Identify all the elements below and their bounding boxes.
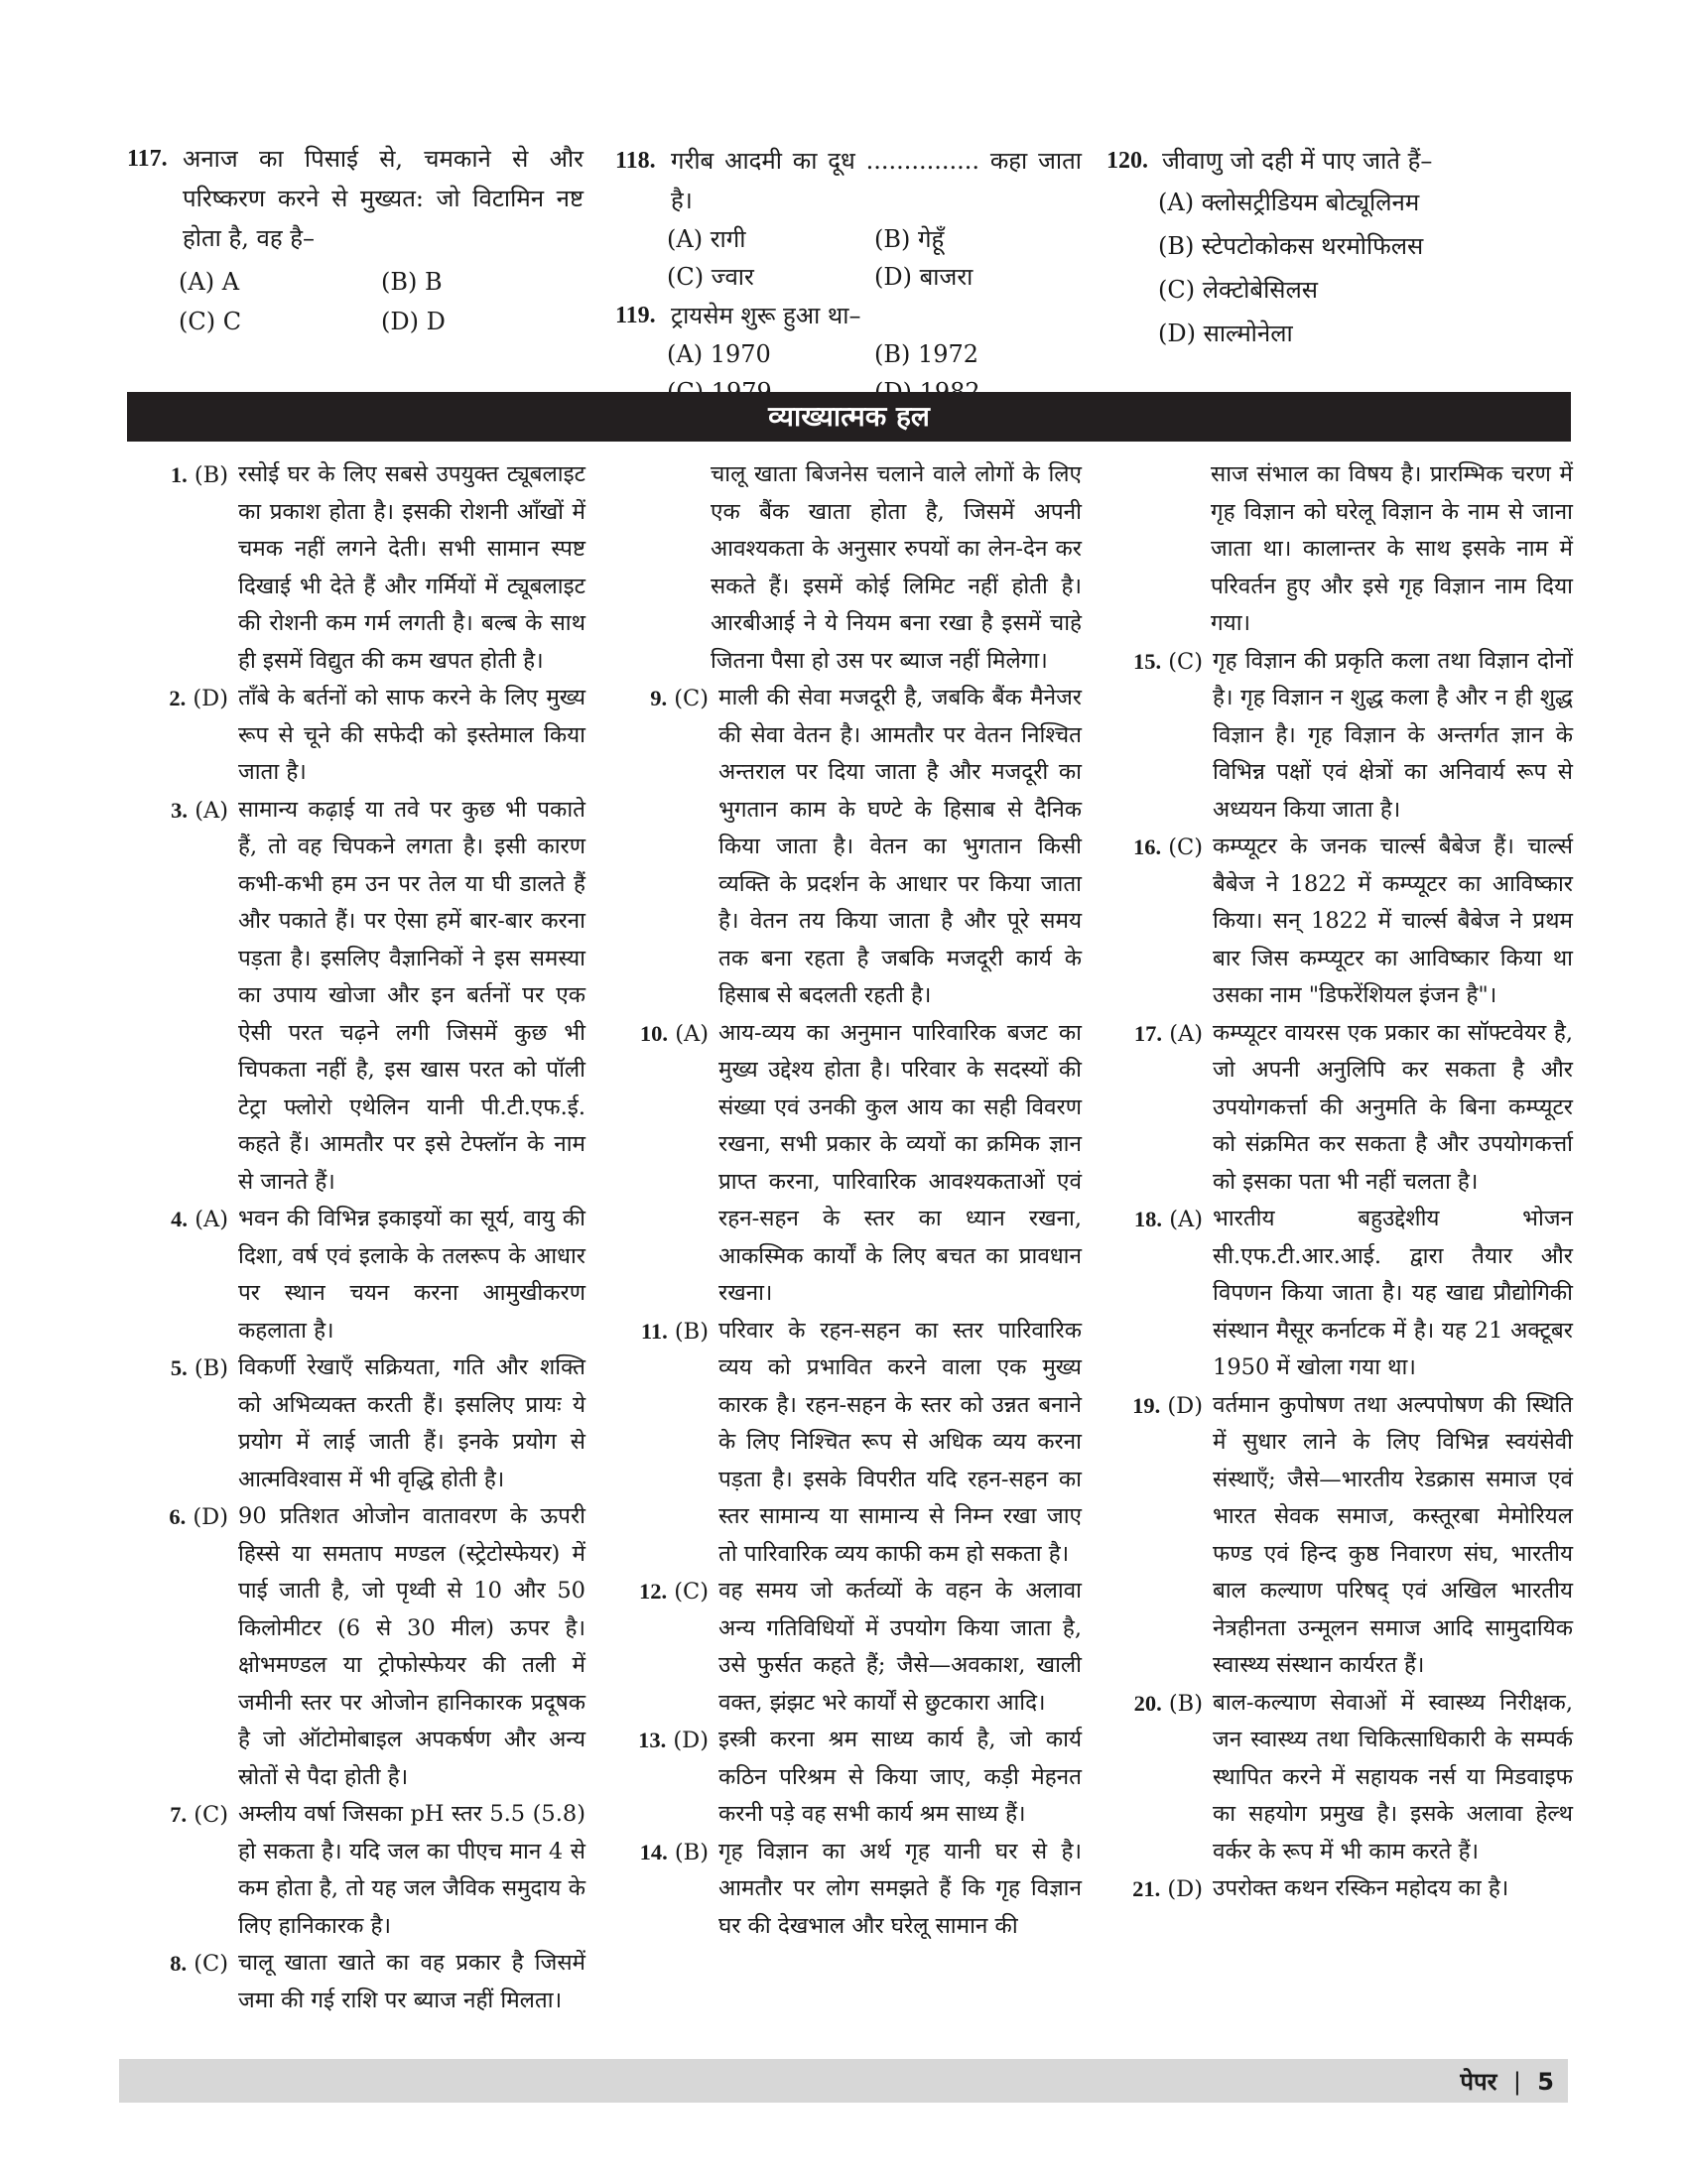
answer-number: 18. — [1133, 1207, 1163, 1231]
answer-number: 19. — [1132, 1392, 1161, 1418]
answer-option: (C) — [1168, 835, 1203, 860]
answers-column-3 — [1102, 456, 1573, 1909]
answer-item — [127, 1498, 585, 1796]
answer-text: कम्प्यूटर के जनक चार्ल्स बैबेज हैं। चार्ल्स बैबेज ने 1822 में कम्प्यूटर का आविष्कार किया। सन् 1822 में चार्ल्स बैबेज ने प्रथम बार जिस कम्प्यूटर का आविष्कार किया था उसका नाम "डिफरेंशियल इंजन है"। — [1213, 834, 1573, 1008]
answer-option: (B) — [674, 1839, 709, 1865]
answer-text: अम्लीय वर्षा जिसका pH स्तर 5.5 (5.8) हो सकता है। यदि जल का पीएच मान 4 से कम होता है, तो यह जल जैविक समुदाय के लिए हानिकारक है। — [238, 1801, 585, 1939]
option: (A) A — [179, 268, 240, 296]
answer-continuation: चालू खाता बिजनेस चलाने वाले लोगों के लिए एक बैंक खाता होता है, जिसमें अपनी आवश्यकता के अनुसार रुपयों का लेन-देन कर सकते हैं। इसमें कोई लिमिट नहीं होती है। आरबीआई ने ये नियम बना रखा है इसमें चाहे जितना पैसा हो उस पर ब्याज नहीं मिलेगा। — [711, 461, 1082, 674]
answers-column-2 — [607, 456, 1082, 1945]
option: (B) स्टेपटोकोकस थरमोफिलस — [1158, 232, 1424, 260]
answer-item — [127, 792, 585, 1202]
option: (C) लेक्टोबेसिलस — [1158, 276, 1319, 304]
answer-text: गृह विज्ञान की प्रकृति कला तथा विज्ञान दोनों है। गृह विज्ञान न शुद्ध कला है और न ही शुद्ध विज्ञान है। गृह विज्ञान के अन्तर्गत ज्ञान के विभिन्न पक्षों एवं क्षेत्रों का अनिवार्य रूप से अध्ययन किया जाता है। — [1213, 647, 1573, 823]
answer-text: ताँबे के बर्तनों को साफ करने के लिए मुख्य रूप से चूने की सफेदी को इस्तेमाल किया जाता है। — [238, 685, 585, 785]
answer-option: (A) — [195, 797, 228, 824]
question-text: ट्रायसेम शुरू हुआ था– — [671, 302, 861, 329]
option: (A) रागी — [667, 225, 746, 253]
answer-option: (D) — [193, 686, 228, 711]
answer-text: वह समय जो कर्तव्यों के वहन के अलावा अन्य गतिविधियों में उपयोग किया जाता है, उसे फुर्सत कहते हैं; जैसे—अवकाश, खाली वक्त, झंझट भरे कार्यों से छुटकारा आदि। — [718, 1578, 1082, 1716]
answer-number: 17. — [1133, 1020, 1163, 1046]
answer-item — [607, 1015, 1082, 1313]
answer-number: 13. — [638, 1728, 667, 1752]
answer-text: इस्त्री करना श्रम साध्य कार्य है, जो कार्य कठिन परिश्रम से किया जाए, कड़ी मेहनत करनी पड़े वह सभी कार्य श्रम साध्य हैं। — [718, 1727, 1082, 1827]
answer-item — [607, 1313, 1082, 1574]
answer-item — [127, 680, 585, 792]
answer-continuation: साज संभाल का विषय है। प्रारम्भिक चरण में गृह विज्ञान को घरेलू विज्ञान के नाम से जाना जाता था। कालान्तर के साथ इसके नाम में परिवर्तन हुए और इसे गृह विज्ञान नाम दिया गया। — [1211, 461, 1573, 636]
answer-item — [1102, 829, 1573, 1015]
answer-item — [127, 1349, 585, 1498]
answer-text: गृह विज्ञान का अर्थ गृह यानी घर से है। आमतौर पर लोग समझते हैं कि गृह विज्ञान घर की देखभाल और घरेलू सामान की — [718, 1838, 1082, 1939]
answer-item — [607, 1573, 1082, 1722]
option: (A) क्लोसट्रीडियम बोट्यूलिनम — [1158, 189, 1420, 216]
answer-number: 10. — [639, 1020, 669, 1046]
answer-item — [1102, 643, 1573, 830]
answer-text: वर्तमान कुपोषण तथा अल्पपोषण की स्थिति में सुधार लाने के लिए विभिन्न स्वयंसेवी संस्थाएँ; जैसे—भारतीय रेडक्रास समाज एवं भारत सेवक समाज, कस्तूरबा मेमोरियल फण्ड एवं हिन्द कुष्ठ निवारण संघ, भारतीय बाल कल्याण परिषद् एवं अखिल भारतीय नेत्रहीनता उन्मूलन समाज आदि सामुदायिक स्वास्थ्य संस्थान कार्यरत हैं। — [1213, 1391, 1573, 1678]
option: (C) ज्वार — [667, 263, 754, 291]
answer-number: 6. — [169, 1504, 187, 1529]
answer-number: 20. — [1133, 1690, 1162, 1716]
answer-item — [127, 1945, 585, 2019]
answer-item — [1102, 1201, 1573, 1387]
question-119 — [615, 296, 1082, 335]
question-117 — [127, 139, 584, 341]
answer-option: (D) — [193, 1504, 228, 1530]
option: (B) गेहूँ — [874, 225, 945, 253]
answer-number: 15. — [1132, 648, 1162, 674]
answer-number: 12. — [638, 1579, 668, 1604]
answer-option: (A) — [1169, 1020, 1203, 1047]
answer-number: 5. — [170, 1355, 188, 1380]
answer-number: 9. — [650, 686, 668, 710]
answer-text: कम्प्यूटर वायरस एक प्रकार का सॉफ्टवेयर है, जो अपनी अनुलिपि कर सकता है और उपयोगकर्त्ता की अनुमति के बिना कम्प्यूटर को संक्रमित कर सकता है और उपयोगकर्त्ता को इसका पता भी नहीं चलता है। — [1213, 1019, 1573, 1195]
answer-option: (A) — [195, 1207, 228, 1232]
question-120 — [1106, 141, 1573, 355]
option: (D) साल्मोनेला — [1158, 320, 1293, 347]
answer-text: माली की सेवा मजदूरी है, जबकि बैंक मैनेजर की सेवा वेतन है। आमतौर पर वेतन निश्चित अन्तराल पर दिया जाता है और मजदूरी का भुगतान काम के घण्टे के हिसाब से दैनिक किया जाता है। वेतन का भुगतान किसी व्यक्ति के प्रदर्शन के आधार पर किया जाता है। वेतन तय किया जाता है और पूरे समय तक बना रहता है जबकि मजदूरी कार्य के हिसाब से बदलती रहती है। — [718, 685, 1082, 1008]
answer-item — [607, 1722, 1082, 1834]
question-number: 118. — [615, 148, 656, 174]
answer-item — [1102, 1685, 1573, 1871]
question-118 — [615, 141, 1082, 411]
option: (C) C — [179, 308, 242, 335]
answer-option: (B) — [674, 1318, 709, 1345]
answer-number: 21. — [1132, 1876, 1161, 1901]
answer-text: भारतीय बहुउद्देशीय भोजन सी.एफ.टी.आर.आई. द्वारा तैयार और विपणन किया जाता है। यह खाद्य प्रौद्योगिकी संस्थान मैसूर कर्नाटक में है। यह 21 अक्टूबर 1950 में खोला गया था। — [1213, 1206, 1573, 1380]
answer-option: (C) — [674, 1579, 709, 1605]
answer-option: (A) — [1169, 1207, 1203, 1232]
answer-text: उपरोक्त कथन रस्किन महोदय का है। — [1213, 1875, 1509, 1901]
answer-number: 1. — [170, 462, 188, 487]
answer-text: परिवार के रहन-सहन का स्तर पारिवारिक व्यय को प्रभावित करने वाला एक मुख्य कारक है। रहन-सहन के स्तर को उन्नत बनाने के लिए निश्चित रूप से अधिक व्यय करना पड़ता है। इसके विपरीत यदि रहन-सहन का स्तर सामान्य या सामान्य से निम्न रखा जाए तो पारिवारिक व्यय काफी कम हो सकता है। — [718, 1317, 1082, 1567]
answer-text: बाल-कल्याण सेवाओं में स्वास्थ्य निरीक्षक, जन स्वास्थ्य तथा चिकित्साधिकारी के सम्पर्क स्थापित करने में सहायक नर्स या मिडवाइफ का सहयोग प्रमुख है। इसके अलावा हेल्थ वर्कर के रूप में भी काम करते हैं। — [1213, 1689, 1573, 1864]
question-number: 119. — [615, 303, 656, 328]
answer-option: (D) — [1167, 1876, 1203, 1902]
page-footer — [119, 2059, 1568, 2103]
footer-separator: | — [1512, 2068, 1521, 2096]
option: (D) D — [381, 308, 446, 335]
answer-item — [607, 680, 1082, 1015]
answer-option: (C) — [674, 686, 709, 711]
question-text: जीवाणु जो दही में पाए जाते हैं– — [1162, 147, 1433, 175]
answer-number: 7. — [170, 1802, 188, 1827]
answers-column-1 — [127, 456, 585, 2019]
answer-option: (D) — [673, 1728, 709, 1753]
question-text: अनाज का पिसाई से, चमकाने से और परिष्करण करने से मुख्यत: जो विटामिन नष्ट होता है, वह है– — [183, 145, 584, 252]
answer-text: आय-व्यय का अनुमान पारिवारिक बजट का मुख्य उद्देश्य होता है। परिवार के सदस्यों की संख्या एवं उनकी कुल आय का सही विवरण रखना, सभी प्रकार के व्ययों का क्रमिक ज्ञान प्राप्त करना, पारिवारिक आवश्यकताओं एवं रहन-सहन के स्तर का ध्यान रखना, आकस्मिक कार्यों के लिए बचत का प्रावधान रखना। — [718, 1019, 1082, 1306]
question-text: गरीब आदमी का दूध ............... कहा जाता है। — [671, 147, 1082, 214]
answer-option: (B) — [194, 462, 228, 488]
page-number: 5 — [1537, 2068, 1554, 2096]
answer-text: सामान्य कढ़ाई या तवे पर कुछ भी पकाते हैं, तो वह चिपकने लगता है। इसी कारण कभी-कभी हम उन पर तेल या घी डालते हैं और पकाते हैं। पर ऐसा हमें बार-बार करना पड़ता है। इसलिए वैज्ञानिकों ने इस समस्या का उपाय खोजा और इन बर्तनों पर एक ऐसी परत चढ़ने लगी जिसमें कुछ भी चिपकता नहीं है, इस खास परत को पॉली टेट्रा फ्लोरो एथेलिन यानी पी.टी.एफ.ई. कहते हैं। आमतौर पर इसे टेफ्लॉन के नाम से जानते हैं। — [238, 796, 585, 1195]
answer-item — [1102, 1015, 1573, 1202]
answer-number: 14. — [639, 1839, 668, 1864]
answer-option: (C) — [194, 1802, 228, 1828]
answer-number: 3. — [171, 797, 189, 823]
answer-text: 90 प्रतिशत ओजोन वातावरण के ऊपरी हिस्से या समताप मण्डल (स्ट्रेटोस्फेयर) में पाई जाती है, जो पृथ्वी से 10 और 50 किलोमीटर (6 से 30 मील) ऊपर है। क्षोभमण्डल या ट्रोफोस्फेयर की तली में जमीनी स्तर पर ओजोन हानिकारक प्रदूषक है जो ऑटोमोबाइल अपकर्षण और अन्य स्रोतों से पैदा होती है। — [238, 1503, 585, 1790]
question-number: 120. — [1106, 148, 1148, 174]
answer-item — [607, 1834, 1082, 1946]
page-number-label — [1460, 2065, 1554, 2098]
option: (A) 1970 — [667, 340, 771, 368]
answer-number: 4. — [171, 1207, 189, 1231]
answer-option: (A) — [675, 1020, 709, 1047]
answer-text: भवन की विभिन्न इकाइयों का सूर्य, वायु की दिशा, वर्ष एवं इलाके के तलरूप के आधार पर स्थान चयन करना आमुखीकरण कहलाता है। — [238, 1206, 585, 1344]
answer-number: 2. — [169, 686, 187, 710]
question-number: 117. — [127, 146, 168, 172]
answer-number: 8. — [170, 1951, 188, 1976]
section-title: व्याख्यात्मक हल — [127, 392, 1571, 442]
answer-option: (C) — [194, 1951, 228, 1977]
option: (B) 1972 — [874, 340, 979, 368]
answer-item — [127, 1796, 585, 1945]
answer-text: विकर्णी रेखाएँ सक्रियता, गति और शक्ति को अभिव्यक्त करती हैं। इसलिए प्रायः ये प्रयोग में लाई जाती हैं। इनके प्रयोग से आत्मविश्वास में भी वृद्धि होती है। — [238, 1354, 585, 1492]
answer-number: 16. — [1132, 835, 1162, 859]
answer-number: 11. — [640, 1318, 668, 1344]
answer-text: रसोई घर के लिए सबसे उपयुक्त ट्यूबलाइट का प्रकाश होता है। इसकी रोशनी आँखों में चमक नहीं लगने देती। सभी सामान स्पष्ट दिखाई भी देते हैं और गर्मियों में ट्यूबलाइट की रोशनी कम गर्म लगती है। बल्ब के साथ ही इसमें विद्युत की कम खपत होती है। — [238, 461, 585, 674]
answer-item — [127, 1201, 585, 1349]
option: (D) बाजरा — [874, 263, 974, 291]
answer-option: (B) — [1168, 1690, 1203, 1717]
answer-option: (C) — [1168, 648, 1203, 675]
answer-option: (B) — [194, 1355, 228, 1381]
answer-option: (D) — [1167, 1392, 1203, 1419]
answer-item — [1102, 1870, 1573, 1909]
footer-label: पेपर — [1460, 2068, 1497, 2096]
answer-item — [127, 456, 585, 680]
answer-text: चालू खाता खाते का वह प्रकार है जिसमें जमा की गई राशि पर ब्याज नहीं मिलता। — [238, 1950, 585, 2013]
option: (B) B — [381, 268, 443, 296]
answer-item — [1102, 1387, 1573, 1685]
